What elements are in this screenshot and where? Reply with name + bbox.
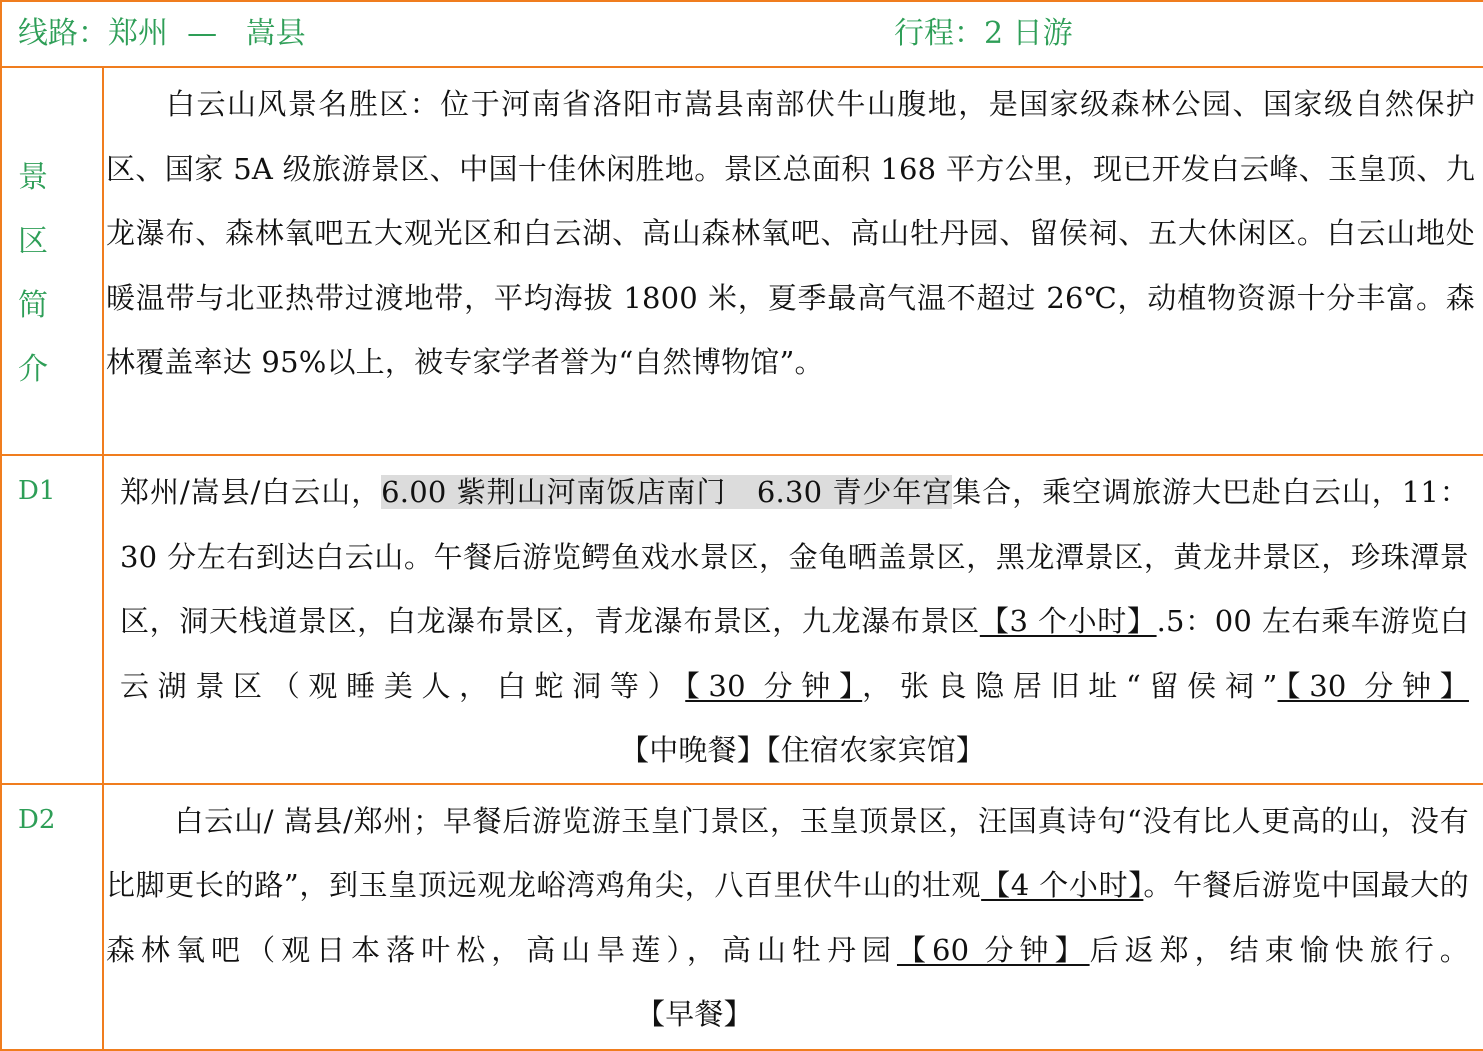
day2-text-a: 白云山/ 嵩县/郑州；早餐后游览游玉皇门景区，玉皇顶景区，汪国真诗句“没有比人更高的山，没有比脚更长的路”，到玉皇顶远观龙峪湾鸡角尖，八百里伏牛山的壮观 <box>106 803 1469 902</box>
intro-label <box>1 67 103 455</box>
day1-meals: 【中晚餐】【住宿农家宾馆】 <box>620 733 986 767</box>
day1-text-cell <box>103 455 1483 784</box>
day1-meeting-highlight: 6.00 紫荆山河南饭店南门 6.30 青少年宫 <box>381 475 953 509</box>
route-title: 线路：郑州 — 嵩县 <box>18 16 306 51</box>
intro-label-text: 景区简介 <box>18 160 58 387</box>
day1-duration-3: 【30 分钟】 <box>1277 668 1469 703</box>
day1-duration-2: 【30 分钟】 <box>685 668 863 703</box>
day1-text-a: 郑州/嵩县/白云山， <box>120 475 382 509</box>
day2-label: D2 <box>1 784 103 1050</box>
header-cell <box>1 1 1483 67</box>
day2-duration-1: 【4 个小时】 <box>981 868 1144 902</box>
day2-duration-2: 【60 分钟】 <box>896 932 1090 967</box>
day2-meals: 【早餐】 <box>636 997 753 1031</box>
header-row <box>1 1 1483 67</box>
day1-row <box>1 455 1483 784</box>
day1-label: D1 <box>1 455 103 784</box>
day1-text-d: ，张良隐居旧址“留侯祠” <box>862 668 1278 703</box>
day1-text-b: 集合，乘空调旅游大巴赴白云山，11：30 分左右到达白云山。午餐后游览鳄鱼戏水景区，金龟晒盖景区，黑龙潭景区，黄龙井景区，珍珠潭景区，洞天栈道景区，白龙瀑布景区，青龙瀑布景区，九龙瀑布景区 <box>120 475 1469 638</box>
day1-text-c: .5：00 左右乘车游览白云湖景区（观睡美人，白蛇洞等） <box>120 604 1470 703</box>
intro-text: 白云山风景名胜区：位于河南省洛阳市嵩县南部伏牛山腹地，是国家级森林公园、国家级自然保护区、国家 5A 级旅游景区、中国十佳休闲胜地。景区总面积 168 平方公里，现已开发白云峰、玉皇顶、九龙瀑布、森林氧吧五大观光区和白云湖、高山森林氧吧、高山牡丹园、留侯祠、五大休闲区。白云山地处暖温带与北亚热带过渡地带，平均海拔 1800 米，夏季最高气温不超过 26℃，动植物资源十分丰富。森林覆盖率达 95%以上，被专家学者誉为“自然博物馆”。 <box>106 87 1475 379</box>
day2-row <box>1 784 1483 1050</box>
day2-text-b: 。午餐后游览中国最大的森林氧吧（观日本落叶松，高山旱莲），高山牡丹园 <box>106 868 1469 967</box>
intro-text-cell <box>103 67 1483 455</box>
trip-duration: 行程：2 日游 <box>894 16 1073 51</box>
day1-duration-1: 【3 个小时】 <box>979 604 1157 638</box>
day2-text-c: 后返郑，结束愉快旅行。 <box>1089 932 1469 967</box>
intro-row <box>1 67 1483 455</box>
day2-text-cell <box>103 784 1483 1050</box>
